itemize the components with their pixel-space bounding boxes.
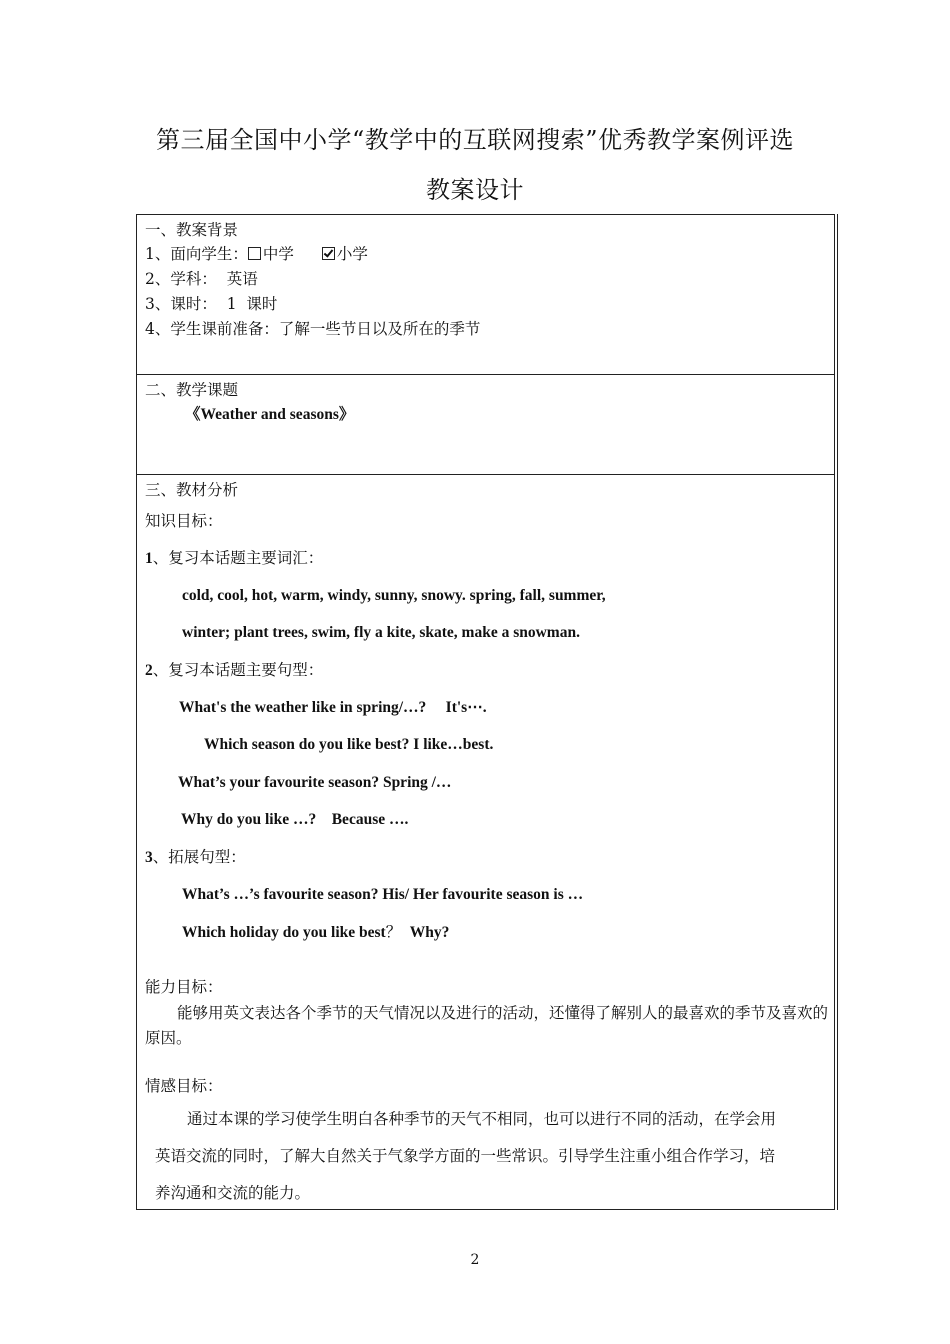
primary-school-checkbox[interactable] (322, 247, 335, 260)
extension-line: Which holiday do you like best？ Why? (182, 923, 450, 941)
primary-school-label: 小学 (336, 245, 368, 263)
vocab-line: cold, cool, hot, warm, windy, sunny, snowy. spring, fall, summer, (182, 587, 606, 604)
emotion-goal-label: 情感目标： (145, 1077, 223, 1095)
prep-row: 4、学生课前准备：了解一些节日以及所在的季节 (145, 320, 481, 338)
table-right-border (837, 214, 838, 1210)
students-label: 1、面向学生： (145, 245, 248, 263)
section-analysis (136, 474, 835, 1210)
vocab-line: winter; plant trees, swim, fly a kite, skate, make a snowman. (182, 624, 580, 641)
pattern-line: Why do you like …? Because …. (181, 811, 409, 828)
emotion-goal-text: 养沟通和交流的能力。 (155, 1184, 311, 1202)
middle-school-checkbox[interactable] (248, 247, 261, 260)
pattern-item: 2、复习本话题主要句型： (145, 661, 324, 679)
pattern-line: What’s your favourite season? Spring /… (178, 774, 452, 791)
section-heading: 二、教学课题 (145, 381, 239, 399)
ability-goal-label: 能力目标： (145, 978, 223, 996)
hours-row: 3、课时： 1 课时 (145, 295, 278, 313)
ability-goal-text: 能够用英文表达各个季节的天气情况以及进行的活动，还懂得了解别人的最喜欢的季节及喜欢的原因。 (145, 1004, 829, 1047)
document-subtitle: 教案设计 (426, 176, 524, 204)
pattern-line: Which season do you like best? I like…best. (204, 736, 494, 753)
lesson-topic: 《Weather and seasons》 (185, 406, 355, 423)
middle-school-label: 中学 (262, 245, 294, 263)
emotion-goal-text: 英语交流的同时，了解大自然关于气象学方面的一些常识。引导学生注重小组合作学习，培 (155, 1147, 776, 1165)
extension-line: What’s …’s favourite season? His/ Her favourite season is … (182, 886, 584, 903)
extension-item: 3、拓展句型： (145, 848, 246, 866)
page-number: 2 (470, 1252, 480, 1268)
document-title: 第三届全国中小学“教学中的互联网搜索”优秀教学案例评选 (155, 126, 795, 154)
target-students-row (145, 244, 368, 264)
section-heading: 一、教案背景 (145, 221, 239, 239)
section-background (136, 214, 835, 375)
knowledge-goal-label: 知识目标： (145, 512, 223, 530)
pattern-line: What's the weather like in spring/…? It's⋯. (179, 699, 487, 716)
section-topic (136, 374, 835, 475)
section-heading: 三、教材分析 (145, 481, 239, 499)
emotion-goal-text: 通过本课的学习使学生明白各种季节的天气不相同，也可以进行不同的活动，在学会用 (187, 1110, 777, 1128)
subject-row: 2、学科： 英语 (145, 270, 258, 288)
vocab-item: 1、复习本话题主要词汇： (145, 549, 324, 567)
